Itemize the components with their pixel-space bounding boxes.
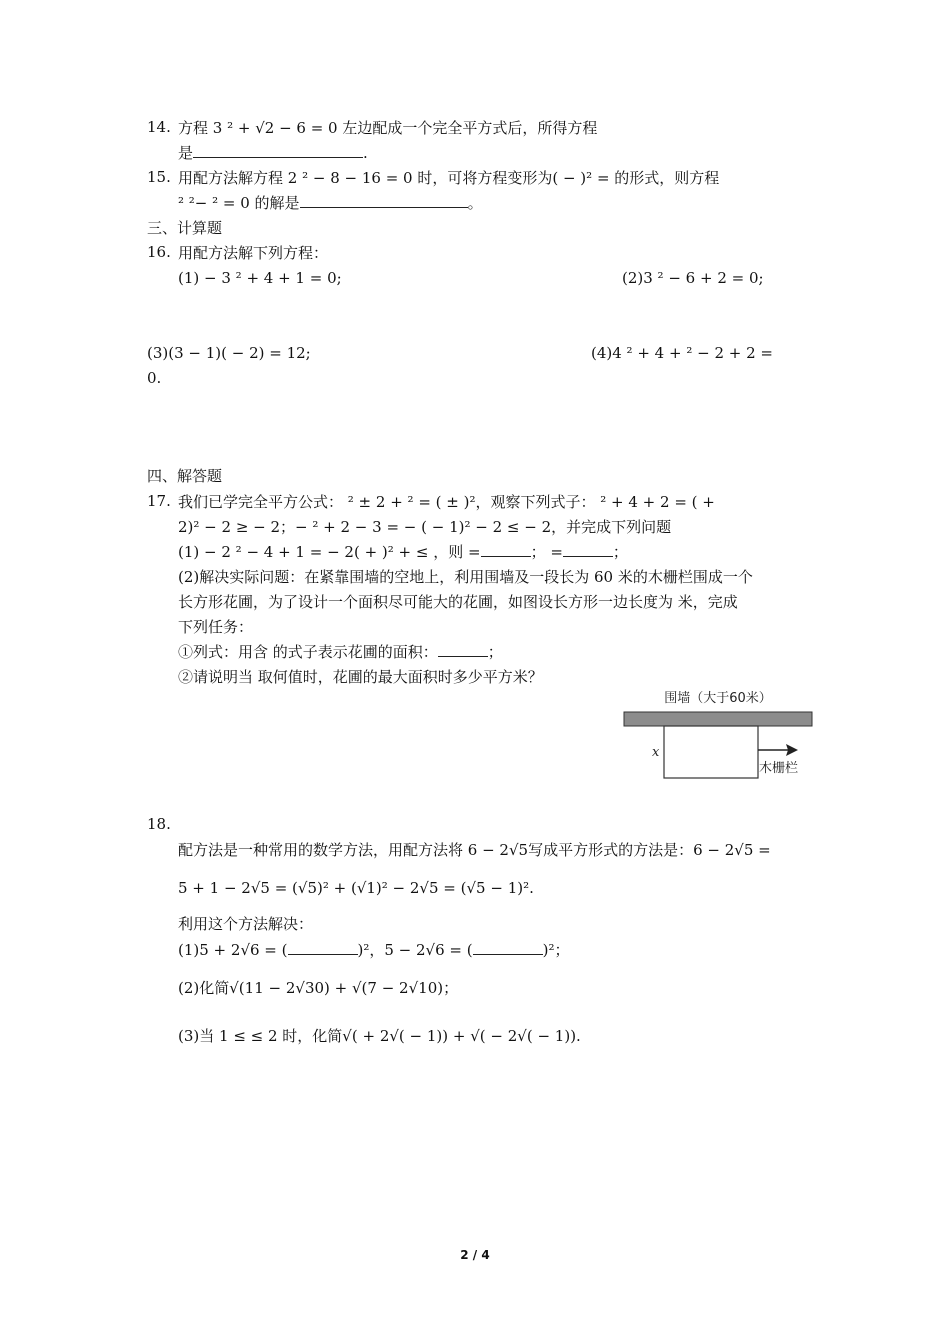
q15-line2 [178,193,483,213]
section-3-heading: 三、计算题 [147,219,223,237]
q18-number: 18. [147,815,171,833]
q15-line2-prefix: ² ²− ² = 0 的解是 [178,194,300,212]
q18-use-method: 利用这个方法解决： [178,915,314,933]
q18-part1 [178,940,570,960]
q15-line1: 用配方法解方程 2 ² − 8 − 16 = 0 时，可将方程变形为( − )² = 的形式，则方程 [178,169,720,187]
q17-line7-text: ①列式：用含 的式子表示花圃的面积： [178,643,438,661]
q14-line2-prefix: 是 [178,144,194,162]
q14-line1: 方程 3 ² + √2 − 6 = 0 左边配成一个完全平方式后，所得方程 [178,119,598,137]
q18-intro-line1: 配方法是一种常用的数学方法，用配方法将 6 − 2√5写成平方形式的方法是：6 − 2√5 = [178,841,771,859]
q14-line2-suffix: . [363,144,368,162]
q17-line7 [178,642,503,662]
q16-part1: (1) − 3 ² + 4 + 1 = 0; [178,269,342,287]
q16-number: 16. [147,243,171,261]
q18-part1-b: )²，5 − 2√6 = ( [357,941,473,959]
q18-intro-line2: 5 + 1 − 2√5 = (√5)² + (√1)² − 2√5 = (√5 − 1)². [178,879,534,897]
q17-blank-area[interactable] [438,642,488,657]
q18-blank-1[interactable] [288,940,358,955]
q17-line5: 长方形花圃，为了设计一个面积尽可能大的花圃，如图设长方形一边长度为 米，完成 [178,593,738,611]
q16-title: 用配方法解下列方程： [178,244,329,262]
q17-line3-text: (1) − 2 ² − 4 + 1 = − 2( + )² + ≤ ，则 = [178,543,481,561]
q17-line6: 下列任务： [178,618,254,636]
q16-part4-continued: 0. [147,369,162,387]
q17-blank-a[interactable] [481,542,531,557]
q18-part3: (3)当 1 ≤ ≤ 2 时，化简√( + 2√( − 1)) + √( − 2√( − 1)). [178,1027,581,1045]
garden-rect [664,726,758,778]
q16-part4: (4)4 ² + 4 + ² − 2 + 2 = [591,344,773,362]
q17-line3 [178,542,628,562]
wall-rect [624,712,812,726]
q14-answer-blank[interactable] [193,143,363,158]
q17-line3-end: ； [612,543,628,561]
garden-diagram-svg [622,686,814,784]
q17-line7-end: ； [487,643,503,661]
section-4-heading: 四、解答题 [147,467,223,485]
page-number: 2 / 4 [460,1248,490,1262]
q17-line2: 2)² − 2 ≥ − 2；− ² + 2 − 3 = − ( − 1)² − 2 ≤ − 2，并完成下列问题 [178,518,672,536]
q18-part2: (2)化简√(11 − 2√30) + √(7 − 2√10)； [178,979,459,997]
q15-line2-suffix: 。 [467,194,483,212]
q17-line4: (2)解决实际问题：在紧靠围墙的空地上，利用围墙及一段长为 60 米的木栅栏围成一个 [178,568,753,586]
x-label: x [652,745,660,760]
fence-label: 木栅栏 [759,761,799,776]
q17-line8: ②请说明当 取何值时，花圃的最大面积时多少平方米？ [178,668,543,686]
q18-part1-a: (1)5 + 2√6 = ( [178,941,288,959]
q14-line2 [178,143,368,163]
garden-diagram [622,686,814,784]
q17-number: 17. [147,492,171,510]
q18-part1-c: )²； [542,941,570,959]
q17-line3-mid: ； = [530,543,563,561]
q16-part3: (3)(3 − 1)( − 2) = 12; [147,344,311,362]
q17-line1: 我们已学完全平方公式： ² ± 2 + ² = ( ± )²，观察下列式子： ² + 4 + 2 = ( + [178,493,715,511]
q15-answer-blank[interactable] [300,193,468,208]
q15-number: 15. [147,168,171,186]
wall-label: 围墙（大于60米） [664,691,772,706]
q17-blank-b[interactable] [563,542,613,557]
q14-number: 14. [147,118,171,136]
q18-blank-2[interactable] [473,940,543,955]
q16-part2: (2)3 ² − 6 + 2 = 0; [622,269,764,287]
